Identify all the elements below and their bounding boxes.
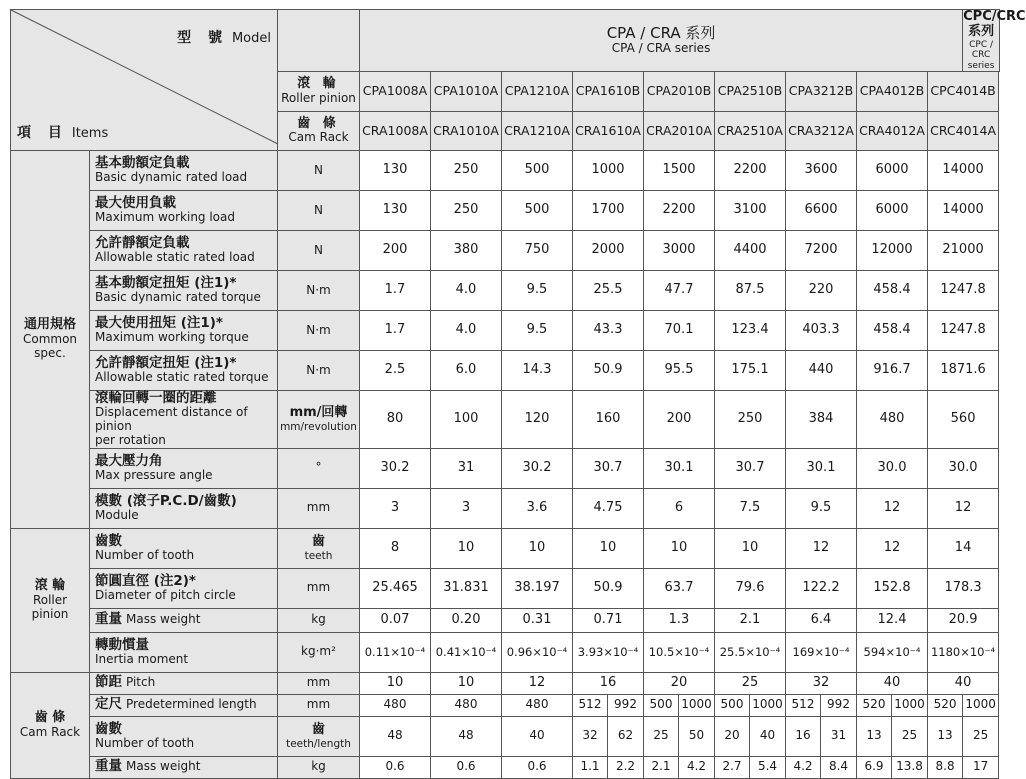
row-label: 節距 Pitch	[90, 672, 278, 694]
rack-model-code: CRA1210A	[502, 111, 573, 150]
value-cell: 100	[431, 390, 502, 448]
value-cell: 7.5	[715, 488, 786, 528]
value-cell: 130	[360, 150, 431, 190]
table-row	[11, 390, 1000, 448]
value-cell: 169×10⁻⁴	[786, 632, 857, 672]
value-cell: 63.7	[644, 568, 715, 608]
value-cell: 9.5	[502, 270, 573, 310]
value-cell: 25	[644, 716, 679, 756]
value-cell: 8.8	[928, 756, 963, 778]
value-cell: 8	[360, 528, 431, 568]
value-cell: 480	[360, 694, 431, 716]
rack-model-code: CRC4014A	[928, 111, 999, 150]
value-cell: 4.0	[431, 310, 502, 350]
value-cell: 992	[821, 694, 857, 716]
value-cell: 6.0	[431, 350, 502, 390]
unit-cell: 齒 teeth/length	[278, 716, 360, 756]
value-cell: 1247.8	[928, 270, 999, 310]
value-cell: 5.4	[750, 756, 786, 778]
cpa-series-header: CPA / CRA 系列 CPA / CRA series	[360, 10, 963, 72]
value-cell: 30.1	[644, 448, 715, 488]
roller-model-code: CPA1610B	[573, 71, 644, 111]
value-cell: 520	[928, 694, 963, 716]
row-label: 最大使用扭矩 (注1)* Maximum working torque	[90, 310, 278, 350]
value-cell: 40	[750, 716, 786, 756]
value-cell: 512	[573, 694, 608, 716]
value-cell: 1500	[644, 150, 715, 190]
value-cell: 10	[644, 528, 715, 568]
unit-cell: kg·m²	[278, 632, 360, 672]
value-cell: 0.07	[360, 608, 431, 632]
spec-table-wrapper	[10, 9, 1026, 779]
unit-cell: kg	[278, 756, 360, 778]
value-cell: 1000	[963, 694, 999, 716]
value-cell: 14000	[928, 150, 999, 190]
table-row	[11, 568, 1000, 608]
value-cell: 120	[502, 390, 573, 448]
value-cell: 20	[644, 672, 715, 694]
value-cell: 30.0	[928, 448, 999, 488]
value-cell: 403.3	[786, 310, 857, 350]
value-cell: 12000	[857, 230, 928, 270]
unit-cell: 齒 teeth	[278, 528, 360, 568]
unit-cell: N·m	[278, 350, 360, 390]
table-row	[11, 716, 1000, 756]
spec-table	[10, 9, 1026, 779]
unit-cell: mm	[278, 672, 360, 694]
value-cell: 1700	[573, 190, 644, 230]
value-cell: 40	[928, 672, 999, 694]
unit-cell: mm/回轉 mm/revolution	[278, 390, 360, 448]
value-cell: 440	[786, 350, 857, 390]
value-cell: 2.1	[715, 608, 786, 632]
value-cell: 30.0	[857, 448, 928, 488]
value-cell: 20.9	[928, 608, 999, 632]
value-cell: 1.3	[644, 608, 715, 632]
value-cell: 38.197	[502, 568, 573, 608]
value-cell: 3	[360, 488, 431, 528]
value-cell: 30.1	[786, 448, 857, 488]
value-cell: 3100	[715, 190, 786, 230]
unit-cell: N	[278, 190, 360, 230]
value-cell: 4.75	[573, 488, 644, 528]
table-row	[11, 310, 1000, 350]
value-cell: 3	[431, 488, 502, 528]
value-cell: 31.831	[431, 568, 502, 608]
value-cell: 250	[431, 150, 502, 190]
value-cell: 13	[857, 716, 892, 756]
value-cell: 916.7	[857, 350, 928, 390]
value-cell: 7200	[786, 230, 857, 270]
rack-model-code: CRA1010A	[431, 111, 502, 150]
roller-pinion-header: 滾 輪 Roller pinion	[278, 71, 360, 111]
table-row	[11, 672, 1000, 694]
value-cell: 25.5×10⁻⁴	[715, 632, 786, 672]
header-blank	[278, 10, 360, 72]
value-cell: 43.3	[573, 310, 644, 350]
value-cell: 220	[786, 270, 857, 310]
value-cell: 32	[573, 716, 608, 756]
value-cell: 25	[892, 716, 928, 756]
value-cell: 250	[715, 390, 786, 448]
value-cell: 122.2	[786, 568, 857, 608]
value-cell: 12	[786, 528, 857, 568]
value-cell: 3.6	[502, 488, 573, 528]
rack-model-code: CRA4012A	[857, 111, 928, 150]
value-cell: 13	[928, 716, 963, 756]
value-cell: 500	[715, 694, 750, 716]
unit-cell: N·m	[278, 270, 360, 310]
value-cell: 2.1	[644, 756, 679, 778]
value-cell: 3.93×10⁻⁴	[573, 632, 644, 672]
value-cell: 32	[786, 672, 857, 694]
value-cell: 17	[963, 756, 999, 778]
value-cell: 50.9	[573, 568, 644, 608]
rack-model-code: CRA1008A	[360, 111, 431, 150]
value-cell: 512	[786, 694, 821, 716]
value-cell: 4400	[715, 230, 786, 270]
value-cell: 500	[502, 190, 573, 230]
value-cell: 10	[431, 528, 502, 568]
value-cell: 12	[502, 672, 573, 694]
row-label: 最大使用負載 Maximum working load	[90, 190, 278, 230]
value-cell: 4.2	[679, 756, 715, 778]
header-corner	[11, 10, 278, 151]
value-cell: 9.5	[502, 310, 573, 350]
value-cell: 1.7	[360, 310, 431, 350]
row-label: 轉動慣量 Inertia moment	[90, 632, 278, 672]
value-cell: 10.5×10⁻⁴	[644, 632, 715, 672]
value-cell: 40	[502, 716, 573, 756]
value-cell: 50	[679, 716, 715, 756]
rack-model-code: CRA2010A	[644, 111, 715, 150]
table-row	[11, 190, 1000, 230]
value-cell: 25.5	[573, 270, 644, 310]
table-row	[11, 756, 1000, 778]
value-cell: 40	[857, 672, 928, 694]
value-cell: 31	[431, 448, 502, 488]
value-cell: 30.7	[715, 448, 786, 488]
value-cell: 10	[573, 528, 644, 568]
value-cell: 30.2	[360, 448, 431, 488]
value-cell: 0.6	[360, 756, 431, 778]
value-cell: 25	[963, 716, 999, 756]
value-cell: 3600	[786, 150, 857, 190]
value-cell: 6.4	[786, 608, 857, 632]
value-cell: 560	[928, 390, 999, 448]
value-cell: 178.3	[928, 568, 999, 608]
value-cell: 25	[715, 672, 786, 694]
row-label: 基本動額定負載 Basic dynamic rated load	[90, 150, 278, 190]
value-cell: 10	[431, 672, 502, 694]
value-cell: 10	[715, 528, 786, 568]
table-row	[11, 230, 1000, 270]
unit-cell: mm	[278, 694, 360, 716]
row-label: 重量 Mass weight	[90, 608, 278, 632]
value-cell: 1247.8	[928, 310, 999, 350]
value-cell: 48	[431, 716, 502, 756]
value-cell: 458.4	[857, 310, 928, 350]
row-label: 模數 (滾子P.C.D/齒數) Module	[90, 488, 278, 528]
unit-cell: N	[278, 150, 360, 190]
value-cell: 48	[360, 716, 431, 756]
value-cell: 384	[786, 390, 857, 448]
value-cell: 0.6	[431, 756, 502, 778]
value-cell: 2.5	[360, 350, 431, 390]
value-cell: 12.4	[857, 608, 928, 632]
value-cell: 12	[928, 488, 999, 528]
roller-model-code: CPA3212B	[786, 71, 857, 111]
value-cell: 10	[502, 528, 573, 568]
value-cell: 62	[608, 716, 644, 756]
row-label: 允許靜額定扭矩 (注1)* Allowable static rated torque	[90, 350, 278, 390]
row-label: 允許靜額定負載 Allowable static rated load	[90, 230, 278, 270]
category-cam-rack: 齒 條 Cam Rack	[11, 672, 90, 778]
value-cell: 50.9	[573, 350, 644, 390]
value-cell: 520	[857, 694, 892, 716]
rack-model-code: CRA3212A	[786, 111, 857, 150]
value-cell: 480	[502, 694, 573, 716]
value-cell: 79.6	[715, 568, 786, 608]
table-row	[11, 632, 1000, 672]
value-cell: 1.7	[360, 270, 431, 310]
value-cell: 9.5	[786, 488, 857, 528]
unit-cell: °	[278, 448, 360, 488]
value-cell: 30.2	[502, 448, 573, 488]
value-cell: 0.96×10⁻⁴	[502, 632, 573, 672]
value-cell: 6	[644, 488, 715, 528]
value-cell: 594×10⁻⁴	[857, 632, 928, 672]
value-cell: 1000	[573, 150, 644, 190]
roller-model-code: CPA4012B	[857, 71, 928, 111]
table-row	[11, 694, 1000, 716]
table-row	[11, 488, 1000, 528]
table-row	[11, 608, 1000, 632]
value-cell: 480	[431, 694, 502, 716]
value-cell: 500	[502, 150, 573, 190]
value-cell: 1871.6	[928, 350, 999, 390]
row-label: 齒數 Number of tooth	[90, 528, 278, 568]
roller-model-code: CPA2510B	[715, 71, 786, 111]
unit-cell: N·m	[278, 310, 360, 350]
row-label: 齒數 Number of tooth	[90, 716, 278, 756]
unit-cell: N	[278, 230, 360, 270]
value-cell: 123.4	[715, 310, 786, 350]
value-cell: 13.8	[892, 756, 928, 778]
value-cell: 16	[786, 716, 821, 756]
value-cell: 2000	[573, 230, 644, 270]
items-label: 項 目 Items	[17, 124, 109, 141]
value-cell: 200	[360, 230, 431, 270]
value-cell: 160	[573, 390, 644, 448]
table-row	[11, 448, 1000, 488]
category-common-spec: 通用規格 Common spec.	[11, 150, 90, 528]
value-cell: 2200	[715, 150, 786, 190]
roller-model-code: CPA2010B	[644, 71, 715, 111]
table-row	[11, 270, 1000, 310]
value-cell: 458.4	[857, 270, 928, 310]
unit-cell: mm	[278, 488, 360, 528]
value-cell: 1000	[892, 694, 928, 716]
value-cell: 12	[857, 528, 928, 568]
value-cell: 31	[821, 716, 857, 756]
value-cell: 70.1	[644, 310, 715, 350]
value-cell: 14	[928, 528, 999, 568]
value-cell: 2.2	[608, 756, 644, 778]
roller-model-code: CPA1010A	[431, 71, 502, 111]
value-cell: 6000	[857, 150, 928, 190]
roller-model-code: CPC4014B	[928, 71, 999, 111]
category-roller-pinion: 滾 輪 Roller pinion	[11, 528, 90, 672]
cam-rack-header: 齒 條 Cam Rack	[278, 111, 360, 150]
table-row	[11, 528, 1000, 568]
value-cell: 87.5	[715, 270, 786, 310]
table-row	[11, 150, 1000, 190]
value-cell: 380	[431, 230, 502, 270]
row-label: 最大壓力角 Max pressure angle	[90, 448, 278, 488]
value-cell: 30.7	[573, 448, 644, 488]
value-cell: 21000	[928, 230, 999, 270]
value-cell: 95.5	[644, 350, 715, 390]
roller-model-code: CPA1008A	[360, 71, 431, 111]
unit-cell: kg	[278, 608, 360, 632]
row-label: 滾輪回轉一圈的距離 Displacement distance of pinion per rotation	[90, 390, 278, 448]
roller-model-code: CPA1210A	[502, 71, 573, 111]
value-cell: 10	[360, 672, 431, 694]
value-cell: 0.31	[502, 608, 573, 632]
value-cell: 47.7	[644, 270, 715, 310]
value-cell: 20	[715, 716, 750, 756]
value-cell: 1180×10⁻⁴	[928, 632, 999, 672]
value-cell: 0.71	[573, 608, 644, 632]
row-label: 節圓直徑 (注2)* Diameter of pitch circle	[90, 568, 278, 608]
unit-cell: mm	[278, 568, 360, 608]
value-cell: 1000	[679, 694, 715, 716]
model-label: 型 號 Model	[177, 30, 271, 46]
rack-model-code: CRA1610A	[573, 111, 644, 150]
value-cell: 3000	[644, 230, 715, 270]
table-row	[11, 350, 1000, 390]
value-cell: 130	[360, 190, 431, 230]
value-cell: 1.1	[573, 756, 608, 778]
cpc-series-header: CPC/CRC 系列 CPC / CRC series	[963, 9, 1026, 71]
rack-model-code: CRA2510A	[715, 111, 786, 150]
value-cell: 0.20	[431, 608, 502, 632]
row-label: 基本動額定扭矩 (注1)* Basic dynamic rated torque	[90, 270, 278, 310]
value-cell: 12	[857, 488, 928, 528]
value-cell: 14.3	[502, 350, 573, 390]
value-cell: 14000	[928, 190, 999, 230]
value-cell: 6600	[786, 190, 857, 230]
value-cell: 152.8	[857, 568, 928, 608]
value-cell: 750	[502, 230, 573, 270]
value-cell: 2.7	[715, 756, 750, 778]
value-cell: 250	[431, 190, 502, 230]
value-cell: 16	[573, 672, 644, 694]
value-cell: 2200	[644, 190, 715, 230]
value-cell: 480	[857, 390, 928, 448]
value-cell: 1000	[750, 694, 786, 716]
value-cell: 4.0	[431, 270, 502, 310]
row-label: 定尺 Predetermined length	[90, 694, 278, 716]
value-cell: 6.9	[857, 756, 892, 778]
value-cell: 992	[608, 694, 644, 716]
value-cell: 8.4	[821, 756, 857, 778]
value-cell: 6000	[857, 190, 928, 230]
value-cell: 25.465	[360, 568, 431, 608]
value-cell: 4.2	[786, 756, 821, 778]
value-cell: 0.11×10⁻⁴	[360, 632, 431, 672]
row-label: 重量 Mass weight	[90, 756, 278, 778]
value-cell: 500	[644, 694, 679, 716]
value-cell: 80	[360, 390, 431, 448]
value-cell: 0.6	[502, 756, 573, 778]
value-cell: 0.41×10⁻⁴	[431, 632, 502, 672]
value-cell: 200	[644, 390, 715, 448]
value-cell: 175.1	[715, 350, 786, 390]
